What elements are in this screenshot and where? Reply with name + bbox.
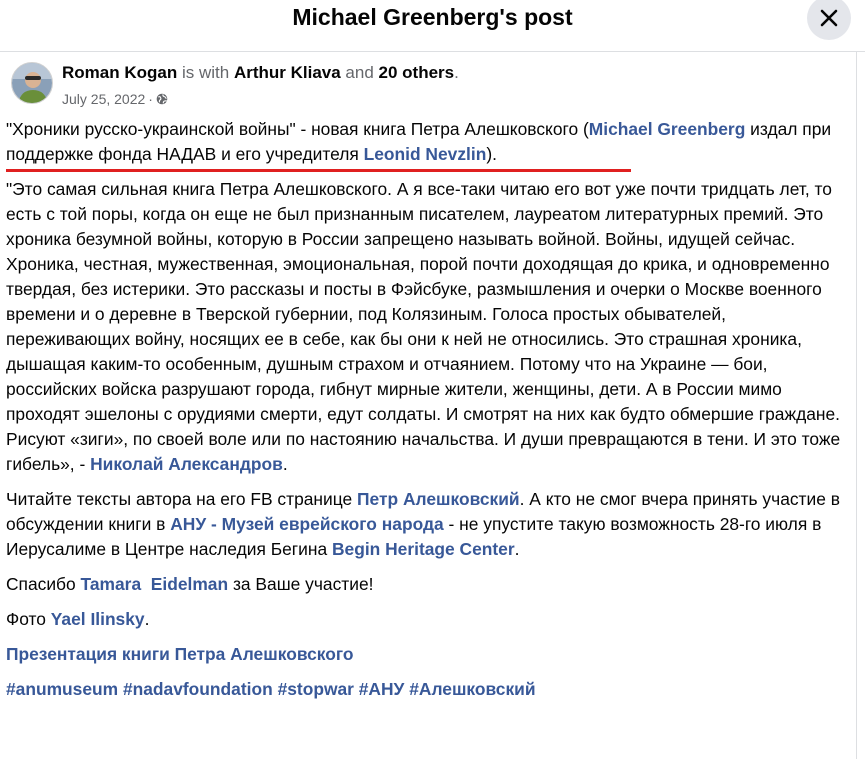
hashtag[interactable]: #Алешковский: [409, 679, 536, 699]
hashtag[interactable]: #anumuseum: [6, 679, 119, 699]
is-with-text: is with: [181, 63, 230, 82]
hashtag[interactable]: #nadavfoundation: [122, 679, 273, 699]
avatar-photo: [12, 63, 53, 104]
leonid-nevzlin-link[interactable]: Leonid Nevzlin: [363, 144, 487, 164]
hashtag[interactable]: #stopwar: [277, 679, 354, 699]
panel-border: [856, 52, 857, 759]
p4-text-1: Спасибо: [6, 574, 76, 594]
post-date-link[interactable]: July 25, 2022: [62, 91, 146, 107]
p1-text-2: издал при поддержке фонда НАДАВ и его учредителя: [6, 119, 832, 164]
dialog-header: [0, 0, 865, 40]
paragraph-photo: [6, 607, 846, 632]
p1-text-3: ).: [486, 144, 497, 164]
p3-text-2: . А кто не смог вчера принять участие в обсуждении книги в: [6, 489, 840, 534]
petr-aleshkovsky-link[interactable]: Петр Алешковский: [357, 489, 520, 509]
author-avatar[interactable]: [11, 62, 53, 104]
paragraph-thanks: [6, 572, 846, 597]
tagged-person-link[interactable]: Arthur Kliava: [233, 63, 341, 82]
p4-text-2: за Ваше участие!: [232, 574, 374, 594]
dialog-title: Michael Greenberg's post: [292, 4, 573, 30]
post-meta: [62, 89, 168, 109]
post-body: [6, 117, 846, 712]
paragraph-presentation: [6, 642, 846, 667]
presentation-link[interactable]: Презентация книги Петра Алешковского: [6, 644, 354, 664]
author-period: .: [454, 63, 459, 82]
p5-text-2: .: [144, 609, 150, 629]
red-underline-annotation: [6, 169, 631, 172]
paragraph-quote: [6, 177, 846, 477]
close-icon: [819, 8, 839, 28]
paragraph-invite: [6, 487, 846, 562]
p5-text-1: Фото: [6, 609, 46, 629]
tamara-eidelman-link[interactable]: Tamara Eidelman: [80, 574, 229, 594]
p3-text-4: .: [514, 539, 520, 559]
quote-text: "Это самая сильная книга Петра Алешковского. А я все-таки читаю его вот уже почти тридцать лет, то есть с той поры, когда он еще не был признанным писателем, лауреатом литературных премий. Это хроника безумной войны, которую в России запрещено называть войной. Войны, идущей сейчас. Хроника, честная, мужественная, эмоциональная, порой почти доходящая до крика, и одновременно твердая, без истерики. Это рассказы и посты в Фэйсбуке, размышления и очерки о Москве военного времени и о деревне в Тверской губернии, под Колязиным. Голоса простых обывателей, переживающих войну, носящих ее в себе, как бы они к ней не относились. Это страшная хроника, дышащая каким-то особенным, душным страхом и отчаянием. Потому что на Украине — бои, российских войска разрушают города, гибнут мирные жители, женщины, дети. А в России мимо проходят эшелоны с орудиями смерти, едут солдаты. И смотрят на них как будто обмершие граждане. Рисуют «зиги», по своей воле или по настоянию начальства. И души превращаются в тени. И это тоже гибель», -: [6, 179, 841, 474]
post-author-line: [62, 62, 459, 84]
date-separator: ·: [148, 91, 153, 107]
others-link[interactable]: 20 others: [378, 63, 455, 82]
anu-museum-link[interactable]: АНУ - Музей еврейского народа: [170, 514, 444, 534]
p1-text-1: "Хроники русско-украинской войны" - новая книга Петра Алешковского (: [6, 119, 589, 139]
quote-end: .: [282, 454, 288, 474]
hashtags: [6, 677, 846, 702]
and-text: and: [345, 63, 374, 82]
author-name-link[interactable]: Roman Kogan: [62, 63, 178, 82]
p3-text-3: - не упустите такую возможность 28-го июля в Иерусалиме в Центре наследия Бегина: [6, 514, 822, 559]
paragraph-intro: [6, 117, 846, 167]
michael-greenberg-link[interactable]: Michael Greenberg: [588, 119, 746, 139]
nikolay-aleksandrov-link[interactable]: Николай Александров: [90, 454, 283, 474]
close-button[interactable]: [807, 0, 851, 40]
hashtag[interactable]: #АНУ: [358, 679, 405, 699]
globe-icon[interactable]: [156, 93, 168, 105]
begin-heritage-center-link[interactable]: Begin Heritage Center: [331, 539, 515, 559]
p3-text-1: Читайте тексты автора на его FB странице: [6, 489, 353, 509]
header-divider: [0, 51, 865, 52]
yael-ilinsky-link[interactable]: Yael Ilinsky: [50, 609, 145, 629]
